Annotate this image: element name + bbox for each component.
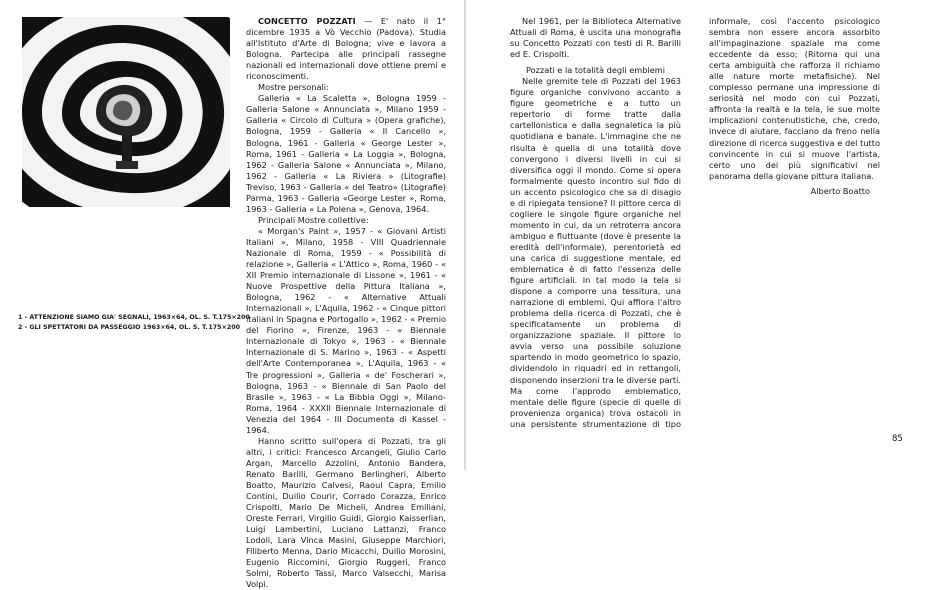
caption-dimensions: 175×200	[218, 314, 250, 321]
caption-row	[18, 313, 250, 323]
artwork-captions	[18, 313, 250, 332]
caption-row	[18, 323, 240, 333]
personal-exhibitions: Galleria « La Scaletta », Bologna 1959 - Galleria Salone « Annunciata », Milano 1959 - Galleria « Circolo di Cultura » (Opera grafiche), Bologna, 1959 - Galleria « Il Cancello », Bologna, 1961 - Galleria « George Lester », Roma, 1961 - Galleria « La Loggia », Bologna, 1962 - Galleria Salone « Annunciata », Milano, 1962 - Galleria « La Riviera » (Litografie) Treviso, 1963 - Galleria « del Teatro» (Litografie) Parma, 1963 - Galleria «George Lester », Roma, 1963 - Galleria « La Polena », Genova, 1964.	[246, 93, 446, 214]
monograph-note: Nel 1961, per la Biblioteca Alternative Attuali di Roma, è uscita una monografia su Concetto Pozzati con testi di R. Barilli ed E. Crispolti.	[510, 16, 681, 60]
collective-exhibitions: « Morgan's Paint », 1957 - « Giovani Artisti Italiani », Milano, 1958 - VIII Quadriennale Nazionale di Roma, 1959 - « Possibilità di relazione », Galleria « L'Attico », Roma, 1960 - « XII Premio internazionale di Lissone », 1961 - « Nuove Prospettive della Pittura Italiana », Bologna, 1962 - « Alternative Attuali Internazionali », L'Aquila, 1962 - « Cinque pittori italiani in Spagna e Portogallo », 1962 - « Premio del Fiorino », Firenze, 1963 - « Biennale Internazionale di Tokyo », 1963 - « Biennale Internazionale di S. Marino », 1963 - « Aspetti dell'Arte Contemporanea », L'Aquila, 1963 - « Tre progressioni », Galleria « de' Foscherari », Bologna, 1963 - « Biennale di San Paolo del Brasile », 1963 - « La Bibbia Oggi », Milano-Roma, 1964 - XXXII Biennale Internazionale di Venezia del 1964 - III Documenta di Kassel - 1964.	[246, 225, 446, 435]
collective-heading: Principali Mostre collettive:	[258, 214, 369, 225]
caption-title: 2 - GLI SPETTATORI DA PASSEGGIO 1963×64, OL. S. T.	[18, 323, 208, 331]
left-page	[0, 0, 464, 590]
bio-intro	[246, 16, 446, 82]
personal-heading: Mostre personali:	[258, 82, 329, 93]
essay-title: Pozzati e la totalità degli emblemi	[525, 65, 666, 76]
essay-body: Nelle gremite tele di Pozzati del 1963 figure organiche convivono accanto a figure geometriche e a tutto un repertorio di forme tratte dalla cartellonistica e dalla segnaletica la più quotidiana e banale. L'immagine che ne risulta è quella di una totalità dove convergono i diversi livelli in cui si diversifica oggi il mondo. Come si opera formalmente questo incontro sul fido di un accento psicologico che sa di disagio e di ripiegata tensione? Il pittore cerca di cogliere le singole figure organiche nel momento in cui, da un retroterra ancora ambiguo e fluttuante (dove è presente la eredità dell'informale), perentorietà ed una carica di suggestione mentale, ed emblematica è di fatto l'essenza delle figure artificiali. In tal modo la tela si dispone a comporre una tessitura, una narrazione di emblemi. Qui affiora l'altro problema della ricerca di Pozzati, che è specificatamente un problema di organizzazione spaziale. Il pittore lo avvia verso una possibile soluzione spartendo in modo geometrico lo spazio, dividendolo in riquadri ed in rettangoli, disponendo inserzioni tra le diverse parti. Ma come l'approdo emblematico, mentale delle figure (specie di quelle di provenienza organica) trova ostacoli in una persistente strumentazione di tipo informale, così l'accento psicologico sembra non essere ancora assorbito all'impaginazione spaziale ma come eccedente da esso; (Ritorna qui una certa ambiguità che rafforza il richiamo alle nature morte metafisiche). Nel complesso permane una impressione di seriosità nel modo con cui Pozzati, affronta la realtà e la tela, le sue molte implicazioni contenutistiche, che, credo, invece di aiutare, facciano da freno nella direzione di ricerca suggestiva e del tutto convincente in cui si muove l'artista, certo uno dei più significativi nel panorama della giovane pittura italiana.	[510, 16, 880, 429]
right-page	[466, 0, 930, 470]
bio-column	[246, 16, 446, 590]
caption-title: 1 - ATTENZIONE SIAMO GIA' SEGNALI, 1963×64, OL. S. T.	[18, 314, 219, 321]
bio-intro-text: — E' nato il 1° dicembre 1935 a Vò Vecchio (Padova). Studia all'Istituto d'Arte di Bologna; vive e lavora a Bologna. Partecipa alle principali rassegne nazionali ed internazionali dove ottiene premi e riconoscimenti.	[246, 16, 446, 82]
artwork-photo	[22, 17, 230, 207]
artist-name: CONCETTO POZZATI	[258, 16, 356, 26]
page-number: 85	[892, 434, 903, 444]
essay-signature: Alberto Boatto	[810, 185, 870, 196]
critics-list: Hanno scritto sull'opera di Pozzati, tra gli altri, i critici: Francesco Arcangeli, Giulio Carlo Argan, Marcello Azzolini, Antonio Bandera, Renato Barilli, Germano Berlingheri, Alberto Boatto, Maurizio Calvesi, Raoul Capra, Emilio Contini, Duilio Courir, Corrado Corazza, Enrico Crispolti, Mario De Micheli, Andrea Emiliani, Oreste Ferrari, Virgilio Guidi, Giorgio Kaisserlian, Luigi Lambertini, Luciano Lattanzi, Franco Lodoli, Lara Vinca Masini, Giuseppe Marchiori, Filiberto Menna, Dario Micacchi, Duilio Morosini, Eugenio Riccomini, Giorgio Ruggeri, Franco Solmi, Roberto Tassi, Marco Valsecchi, Marisa Volpi.	[246, 435, 446, 590]
essay-columns	[510, 16, 880, 440]
caption-dimensions: 175×200	[208, 323, 240, 331]
